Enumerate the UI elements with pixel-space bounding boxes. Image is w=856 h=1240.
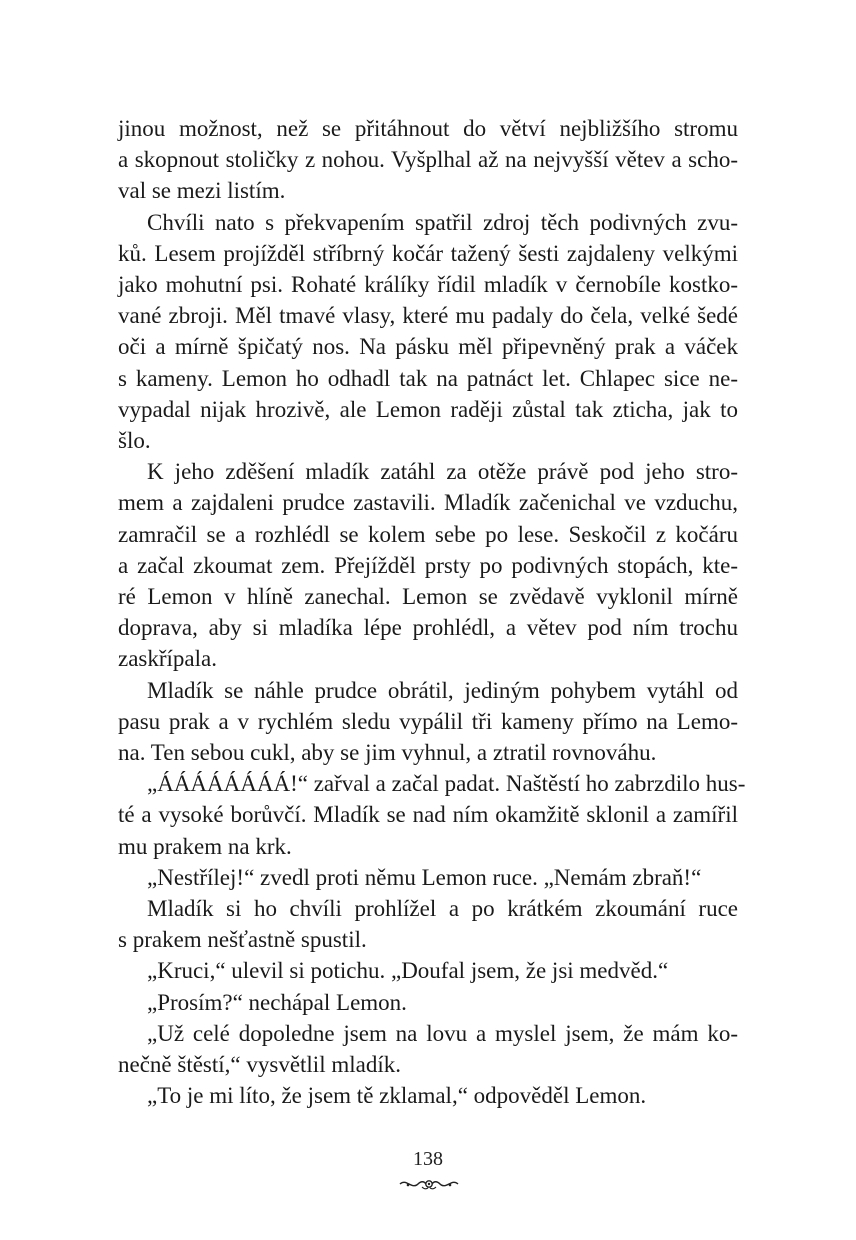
- text-line: zaskřípala.: [118, 646, 217, 672]
- text-line: s prakem nešťastně spustil.: [118, 927, 367, 953]
- text-line: K jeho zděšení mladík zatáhl za otěže právě pod jeho stro-: [147, 459, 738, 485]
- text-line: a začal zkoumat zem. Přejížděl prsty po podivných stopách, kte-: [118, 552, 738, 578]
- text-line: šlo.: [118, 428, 151, 454]
- text-line: „Prosím?“ nechápal Lemon.: [147, 989, 407, 1015]
- text-line: Mladík se náhle prudce obrátil, jediným pohybem vytáhl od: [147, 677, 738, 703]
- text-line: zamračil se a rozhlédl se kolem sebe po lese. Seskočil z kočáru: [118, 521, 738, 547]
- text-line: ré Lemon v hlíně zanechal. Lemon se zvědavě vyklonil mírně: [118, 584, 738, 610]
- text-line: val se mezi listím.: [118, 178, 286, 204]
- body-text: [118, 113, 746, 1112]
- text-line: na. Ten sebou cukl, aby se jim vyhnul, a ztratil rovnováhu.: [118, 740, 657, 766]
- text-line: vypadal nijak hrozivě, ale Lemon raději zůstal tak zticha, jak to: [118, 396, 738, 422]
- text-line: nečně štěstí,“ vysvětlil mladík.: [118, 1052, 401, 1078]
- text-line: jako mohutní psi. Rohaté králíky řídil mladík v černobíle kostko-: [118, 272, 738, 298]
- decorative-flourish-icon: [398, 1177, 460, 1191]
- text-line: oči a mírně špičatý nos. Na pásku měl připevněný prak a váček: [118, 334, 738, 360]
- text-line: „Už celé dopoledne jsem na lovu a myslel jsem, že mám ko-: [147, 1020, 738, 1046]
- text-line: s kameny. Lemon ho odhadl tak na patnáct let. Chlapec sice ne-: [118, 365, 738, 391]
- text-line: ků. Lesem projížděl stříbrný kočár tažený šesti zajdaleny velkými: [118, 240, 738, 266]
- page-number: 138: [413, 1148, 443, 1170]
- text-line: „Kruci,“ ulevil si potichu. „Doufal jsem, že jsi medvěd.“: [147, 958, 669, 984]
- text-line: „To je mi líto, že jsem tě zklamal,“ odpověděl Lemon.: [147, 1083, 647, 1109]
- text-line: mu prakem na krk.: [118, 833, 292, 859]
- text-line: pasu prak a v rychlém sledu vypálil tři kameny přímo na Lemo-: [118, 708, 738, 734]
- text-line: „ÁÁÁÁÁÁÁÁ!“ zařval a začal padat. Naštěstí ho zabrzdilo hus-: [147, 771, 746, 797]
- text-line: jinou možnost, než se přitáhnout do větví nejbližšího stromu: [118, 116, 738, 141]
- text-line: Mladík si ho chvíli prohlížel a po krátkém zkoumání ruce: [147, 896, 738, 922]
- text-line: mem a zajdaleni prudce zastavili. Mladík začenichal ve vzduchu,: [118, 490, 738, 516]
- text-line: doprava, aby si mladíka lépe prohlédl, a větev pod ním trochu: [118, 615, 738, 641]
- text-line: „Nestřílej!“ zvedl proti němu Lemon ruce. „Nemám zbraň!“: [147, 864, 702, 890]
- text-line: vané zbroji. Měl tmavé vlasy, které mu padaly do čela, velké šedé: [118, 303, 738, 329]
- text-line: Chvíli nato s překvapením spatřil zdroj těch podivných zvu-: [147, 209, 738, 235]
- text-line: té a vysoké borůvčí. Mladík se nad ním okamžitě sklonil a zamířil: [118, 802, 738, 828]
- text-line: a skopnout stoličky z nohou. Vyšplhal až na nejvyšší větev a scho-: [118, 147, 738, 173]
